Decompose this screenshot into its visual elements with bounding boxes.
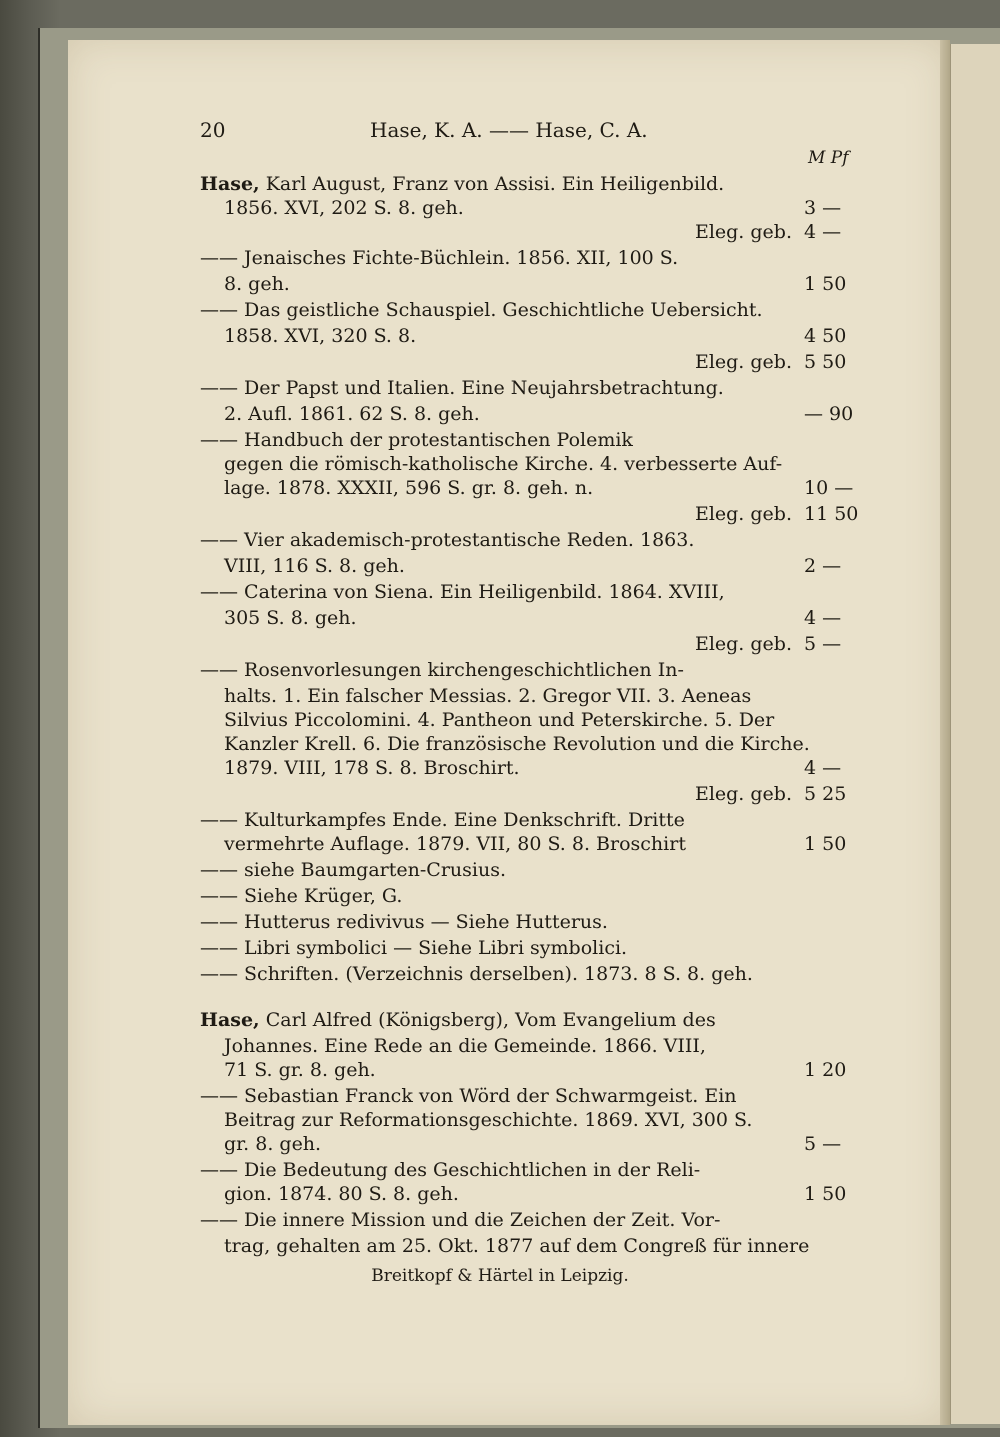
entry-line: —— Sebastian Franck von Wörd der Schwarmgeist. Ein: [200, 1085, 737, 1107]
publisher-footer: Breitkopf & Härtel in Leipzig.: [371, 1266, 629, 1286]
entry-price: 1 50: [804, 273, 847, 295]
entry-line: Johannes. Eine Rede an die Gemeinde. 1866. VIII,: [224, 1035, 706, 1057]
entry-line: gr. 8. geh.: [224, 1133, 322, 1155]
entry-line: —— Kulturkampfes Ende. Eine Denkschrift. Dritte: [200, 809, 685, 831]
entry-price: 5 —: [804, 633, 842, 655]
entry-line: —— Handbuch der protestantischen Polemik: [200, 429, 633, 451]
entry-price: 11 50: [804, 503, 859, 525]
currency-column-header: M Pf: [808, 148, 849, 168]
entry-price: 1 20: [804, 1059, 847, 1081]
entry-line: —— Siehe Krüger, G.: [200, 885, 403, 907]
entry-line: trag, gehalten am 25. Okt. 1877 auf dem Congreß für innere: [224, 1235, 810, 1257]
entry-line: [200, 1011, 716, 1030]
entry-price: 1 50: [804, 833, 847, 855]
entry-price: 4 —: [804, 607, 842, 629]
entry-line: —— siehe Baumgarten-Crusius.: [200, 859, 506, 881]
entry-line: —— Caterina von Siena. Ein Heiligenbild. 1864. XVIII,: [200, 581, 725, 603]
entry-line: Eleg. geb.: [694, 633, 792, 655]
entry-line: —— Das geistliche Schauspiel. Geschichtliche Uebersicht.: [200, 299, 763, 321]
facing-page-edge: [950, 44, 1000, 1424]
entry-price: 5 25: [804, 783, 847, 805]
entry-line: —— Hutterus redivivus — Siehe Hutterus.: [200, 911, 608, 933]
entry-price: 5 —: [804, 1133, 842, 1155]
entry-line: Kanzler Krell. 6. Die französische Revolution und die Kirche.: [224, 733, 810, 755]
entry-line: 8. geh.: [224, 273, 290, 295]
entry-line: 1858. XVI, 320 S. 8.: [224, 325, 417, 347]
entry-line: —— Vier akademisch-protestantische Reden. 1863.: [200, 529, 695, 551]
entry-price: 1 50: [804, 1183, 847, 1205]
entry-line: —— Die innere Mission und die Zeichen der Zeit. Vor-: [200, 1209, 721, 1231]
entry-line: gegen die römisch-katholische Kirche. 4. verbesserte Auf-: [224, 453, 783, 475]
entry-line: —— Jenaisches Fichte-Büchlein. 1856. XII, 100 S.: [200, 247, 679, 269]
running-head-title: Hase, K. A. —— Hase, C. A.: [370, 118, 648, 142]
entry-price: — 90: [804, 403, 854, 425]
entry-line: Silvius Piccolomini. 4. Pantheon und Peterskirche. 5. Der: [224, 709, 775, 731]
entry-text: Karl August, Franz von Assisi. Ein Heiligenbild.: [259, 173, 725, 195]
entry-line: —— Die Bedeutung des Geschichtlichen in der Reli-: [200, 1159, 701, 1181]
entry-line: Eleg. geb.: [694, 503, 792, 525]
entry-line: Beitrag zur Reformationsgeschichte. 1869. XVI, 300 S.: [224, 1109, 753, 1131]
entry-line: 1856. XVI, 202 S. 8. geh.: [224, 197, 464, 219]
entry-line: Eleg. geb.: [694, 783, 792, 805]
entry-line: [200, 175, 724, 194]
entry-line: lage. 1878. XXXII, 596 S. gr. 8. geh. n.: [224, 477, 594, 499]
entry-line: 1879. VIII, 178 S. 8. Broschirt.: [224, 757, 520, 779]
entry-surname: Hase,: [200, 1009, 260, 1031]
entry-line: 71 S. gr. 8. geh.: [224, 1059, 376, 1081]
entry-surname: Hase,: [200, 173, 260, 195]
page-number: 20: [200, 118, 226, 142]
entry-price: 10 —: [804, 477, 854, 499]
entry-price: 2 —: [804, 555, 842, 577]
entry-line: —— Schriften. (Verzeichnis derselben). 1873. 8 S. 8. geh.: [200, 963, 753, 985]
entry-price: 4 50: [804, 325, 847, 347]
entry-line: 2. Aufl. 1861. 62 S. 8. geh.: [224, 403, 480, 425]
entry-line: —— Libri symbolici — Siehe Libri symbolici.: [200, 937, 628, 959]
entry-line: vermehrte Auflage. 1879. VII, 80 S. 8. Broschirt: [224, 833, 686, 855]
entry-price: 4 —: [804, 221, 842, 243]
entry-line: gion. 1874. 80 S. 8. geh.: [224, 1183, 459, 1205]
running-header: [200, 118, 840, 148]
page-gutter: [940, 40, 950, 1425]
entry-price: 3 —: [804, 197, 842, 219]
entry-line: —— Der Papst und Italien. Eine Neujahrsbetrachtung.: [200, 377, 724, 399]
entry-line: halts. 1. Ein falscher Messias. 2. Gregor VII. 3. Aeneas: [224, 685, 752, 707]
entry-line: VIII, 116 S. 8. geh.: [224, 555, 405, 577]
entry-line: Eleg. geb.: [694, 351, 792, 373]
entry-price: 5 50: [804, 351, 847, 373]
entry-line: 305 S. 8. geh.: [224, 607, 357, 629]
entry-text: Carl Alfred (Königsberg), Vom Evangelium des: [259, 1009, 716, 1031]
entry-line: Eleg. geb.: [694, 221, 792, 243]
entry-line: —— Rosenvorlesungen kirchengeschichtlichen In-: [200, 659, 684, 681]
entry-price: 4 —: [804, 757, 842, 779]
